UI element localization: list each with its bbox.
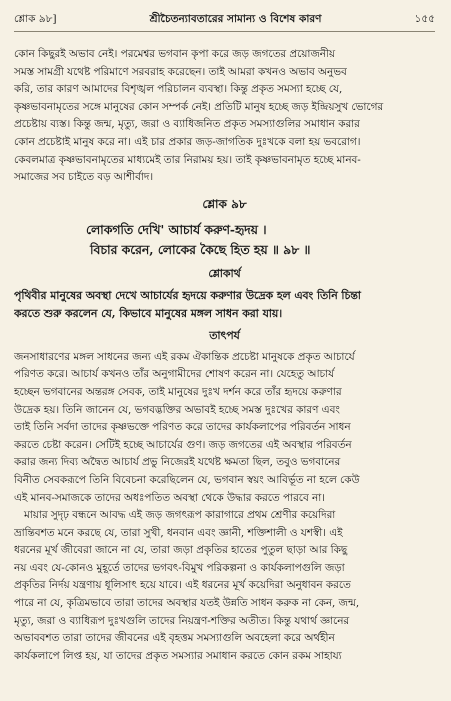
translation-text xyxy=(14,287,435,323)
translation-line: করতে শুরু করলেন যে, কিভাবে মানুষের মঙ্গল সাধন করা যায়। xyxy=(14,306,283,320)
text-line: পারে না যে, কৃত্রিমভাবে তারা তাদের অবস্থার যতই উন্নতি সাধন করুক না কেন, জন্ম, xyxy=(14,597,360,610)
translation-heading: শ্লোকার্থ xyxy=(208,266,241,280)
text-line: নয় এবং যে-কোনও মুহূর্তে তাদের ভগবৎ-বিমুখ পরিকল্পনা ও কার্যকলাপগুলি জড়া xyxy=(14,561,345,574)
text-line: প্রকৃতির নির্দয় যন্ত্রণায় ধূলিসাৎ হয়ে যাবে। এই ধরনের মূর্খ কয়েদিরা অনুধাবন করতে xyxy=(14,579,351,592)
text-line: এই মানব-সমাজকে তাদের অধঃপতিত অবস্থা থেকে উদ্ধার করতে পারবে না। xyxy=(14,491,325,504)
text-line: করি, তার কারণ আমাদের বিশৃঙ্খল পরিচালন ব্যবস্থা। কিন্তু প্রকৃত সমস্যা হচ্ছে যে, xyxy=(14,83,343,96)
text-line: অভাববশত তারা তাদের জীবনের এই বৃহত্তম সমস্যাগুলি অবহেলা করে অর্থহীন xyxy=(14,632,335,645)
text-line: ভ্রান্তিবশত মনে করছে যে, তারা সুখী, ধনবান এবং জ্ঞানী, শক্তিশালী ও যশস্বী। এই xyxy=(14,526,343,539)
text-line: করতে চেষ্টা করেন। সেটিই হচ্ছে আচার্যের গুণ। জড় জগতের এই অবস্থার পরিবর্তন xyxy=(14,438,352,451)
verse-heading: শ্লোক ৯৮ xyxy=(202,196,247,211)
text-line: হচ্ছেন ভগবানের অন্তরঙ্গ সেবক, তাই মানুষের দুঃখ দর্শন করে তাঁর হৃদয়ে করুণার xyxy=(14,385,342,398)
text-line: কোন কিছুরই অভাব নেই। পরমেশ্বর ভগবান কৃপা করে জড় জগতের প্রয়োজনীয় xyxy=(14,48,336,60)
running-title: শ্রীচৈতন্যাবতারের সামান্য ও বিশেষ কারণ xyxy=(149,13,322,25)
text-line: উদ্রেক হয়। তিনি জানেন যে, ভগবদ্ভক্তির অভাবই হচ্ছে সমস্ত দুঃখের কারণ এবং xyxy=(14,403,340,416)
text-line: কৃষ্ণভাবনামৃতের সঙ্গে মানুষের কোন সম্পর্ক নেই। প্রতিটি মানুষ হচ্ছে জড় ইন্দ্রিয়সুখ ভোগের xyxy=(14,100,384,113)
text-line: প্রচেষ্টায় ব্যস্ত। কিন্তু জন্ম, মৃত্যু, জরা ও ব্যাধিজনিত প্রকৃত সমস্যাগুলির সমাধান করার xyxy=(14,118,360,131)
translation-line: পৃথিবীর মানুষের অবস্থা দেখে আচার্যের হৃদয়ে করুণার উদ্রেক হল এবং তিনি চিন্তা xyxy=(14,288,361,302)
verse-line: বিচার করেন, লোকের কৈছে হিত হয় ॥ ৯৮ ॥ xyxy=(90,241,311,257)
purport-paragraph-2 xyxy=(14,507,435,665)
text-line: কেবলমাত্র কৃষ্ণভাবনামৃতের মাধ্যমেই তার নিরাময় হয়। তাই কৃষ্ণভাবনামৃত হচ্ছে মানব- xyxy=(14,153,361,166)
verse-line: লোকগতি দেখি' আচার্য করুণ-হৃদয় । xyxy=(86,221,267,237)
text-line: মায়ার সুদৃঢ় বন্ধনে আবদ্ধ এই জড় জগৎরূপ কারাগারে প্রথম শ্রেণীর কয়েদিরা xyxy=(24,509,336,522)
text-line: ধরনের মূর্খ জীবেরা জানে না যে, তারা জড়া প্রকৃতির হাতের পুতুল ছাড়া আর কিছু xyxy=(14,544,348,557)
text-line: জনসাধারণের মঙ্গল সাধনের জন্য এই রকম ঐকান্তিক প্রচেষ্টা মানুষকে প্রকৃত আচার্যে xyxy=(14,350,355,363)
purport-heading: তাৎপর্য xyxy=(209,328,240,342)
text-line: তাই তিনি সর্বদা তাদের কৃষ্ণভক্তে পরিণত করে তাদের কার্যকলাপের পরিবর্তন সাধন xyxy=(14,421,351,434)
text-line: কার্যকলাপে লিপ্ত হয়, যা তাদের প্রকৃত সমস্যার সমাধান করতে কোন রকম সাহায্য xyxy=(14,649,342,662)
verse-text xyxy=(14,220,435,260)
text-line: সমাজের সব চাইতে বড় আশীর্বাদ। xyxy=(14,171,154,184)
text-line: করার জন্য দিব্য অদ্বৈত আচার্য প্রভু নিজেরই যথেষ্ট ক্ষমতা ছিল, তবুও ভগবানের xyxy=(14,456,341,469)
purport-paragraph-1 xyxy=(14,349,435,507)
verse-reference: শ্লোক ৯৮] xyxy=(14,13,57,25)
text-line: পরিণত করে। আচার্য কখনও তাঁর অনুগামীদের শোষণ করেন না। যেহেতু আচার্য xyxy=(14,368,335,381)
text-line: সমস্ত সামগ্রী যথেষ্ট পরিমাণে সরবরাহ করেছেন। তাই আমরা কখনও অভাব অনুভব xyxy=(14,65,347,78)
intro-paragraph xyxy=(14,46,435,187)
text-line: মৃত্যু, জরা ও ব্যাধিরূপ দুঃখগুলি তাদের নিয়ন্ত্রণ-শক্তির অতীত। কিন্তু যথার্থ জ্ঞানের xyxy=(14,614,350,627)
text-line: কোন প্রচেষ্টাই মানুষ করে না। এই চার প্রকার জড়-জাগতিক দুঃখকে বলা হয় ভবরোগ। xyxy=(14,135,361,148)
text-line: বিনীত সেবকরূপে তিনি বিবেচনা করেছিলেন যে, ভগবান স্বয়ং আবির্ভূত না হলে কেউ xyxy=(14,473,360,486)
page-header xyxy=(14,12,435,32)
page-number: ১৫৫ xyxy=(414,13,435,25)
